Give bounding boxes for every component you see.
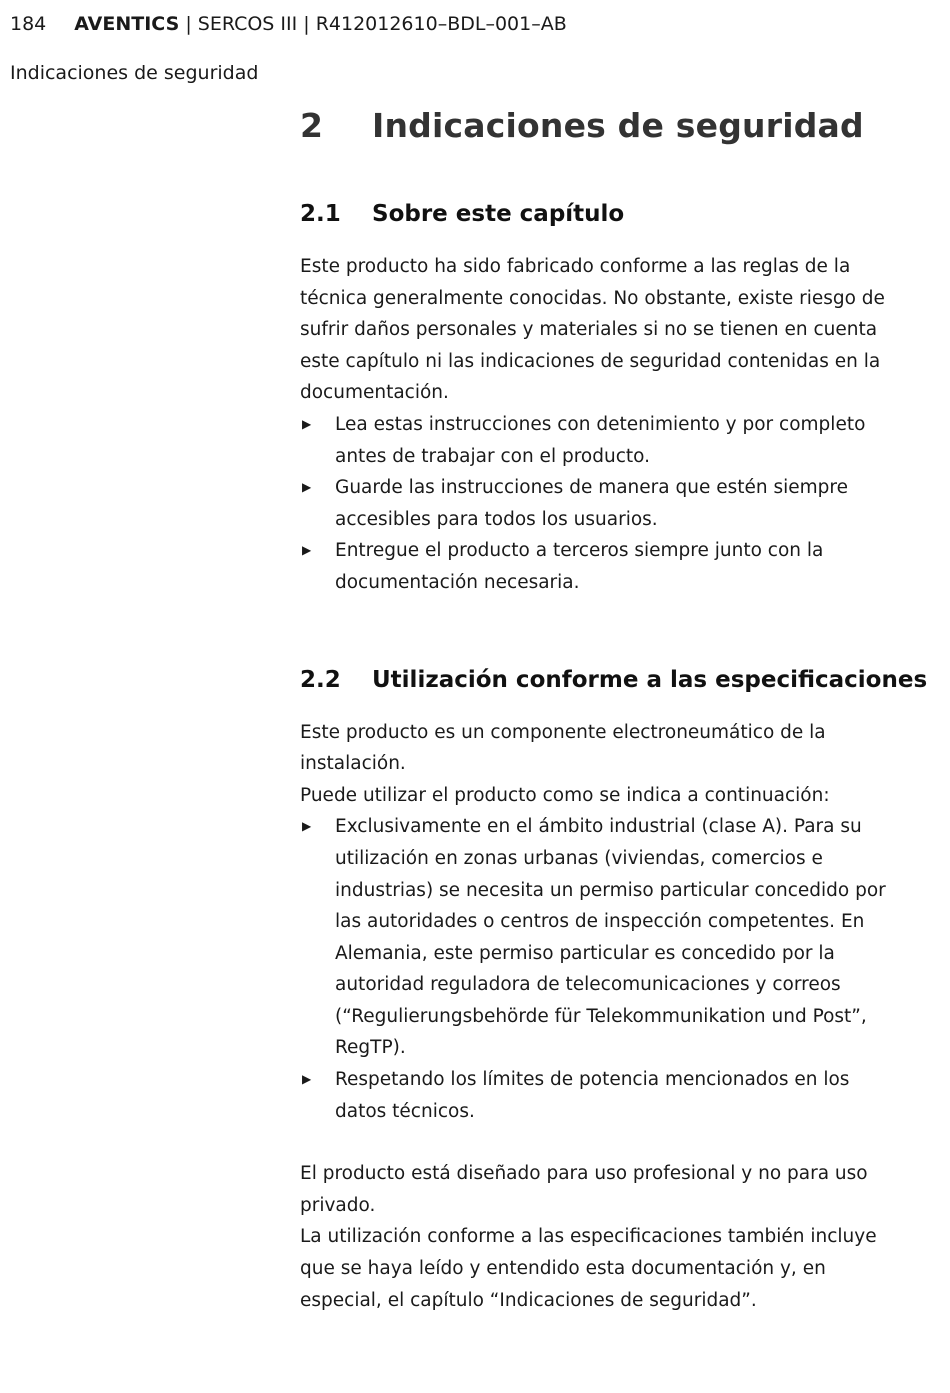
chapter-title: Indicaciones de seguridad [372, 106, 864, 145]
chapter-number: 2 [300, 106, 324, 145]
running-header [10, 12, 567, 36]
section-2-2-paragraph-4: La utilización conforme a las especificaciones también incluye que se haya leído y entendido esta documentación y, en especial, el capítulo “Indicaciones de seguridad”. [300, 1226, 877, 1311]
section-title: Utilización conforme a las especificaciones [372, 666, 928, 693]
list-item [300, 535, 890, 598]
bullet-arrow-icon: ▶ [302, 1072, 312, 1087]
list-item-text: Guarde las instrucciones de manera que estén siempre accesibles para todos los usuarios. [335, 477, 848, 530]
section-heading-2-2 [300, 665, 928, 695]
bullet-arrow-icon: ▶ [302, 543, 312, 558]
document-reference: | SERCOS III | R412012610–BDL–001–AB [179, 13, 567, 35]
list-item [300, 472, 890, 535]
main-content [300, 104, 928, 1316]
running-section-label: Indicaciones de seguridad [10, 62, 259, 84]
chapter-heading [300, 104, 890, 148]
section-number: 2.2 [300, 666, 341, 693]
list-item-text: Exclusivamente en el ámbito industrial (clase A). Para su utilización en zonas urbanas (viviendas, comercios e industrias) se necesita un permiso particular concedido por las autoridades o centros de inspección competentes. En Alemania, este permiso particular es concedido por la autoridad reguladora de telecomunicaciones y correos (“Regulierungsbehörde für Telekommunikation und Post”, RegTP). [335, 816, 886, 1059]
list-item-text: Respetando los límites de potencia mencionados en los datos técnicos. [335, 1069, 850, 1122]
section-2-2-paragraph-3: El producto está diseñado para uso profesional y no para uso privado. [300, 1163, 868, 1216]
section-heading-2-1 [300, 199, 890, 229]
section-2-2-paragraph-1: Este producto es un componente electroneumático de la instalación. [300, 721, 826, 775]
section-number: 2.1 [300, 201, 341, 227]
section-title: Sobre este capítulo [372, 201, 625, 227]
list-item-text: Entregue el producto a terceros siempre junto con la documentación necesaria. [335, 540, 824, 593]
bullet-arrow-icon: ▶ [302, 819, 312, 834]
brand-name: AVENTICS [74, 13, 180, 35]
bullet-arrow-icon: ▶ [302, 416, 312, 431]
list-item [300, 811, 890, 1064]
page-number: 184 [10, 13, 47, 35]
bullet-arrow-icon: ▶ [302, 480, 312, 495]
section-2-1-bullet-list [300, 409, 890, 599]
list-item [300, 409, 890, 472]
list-item [300, 1064, 890, 1127]
section-2-2-paragraph-2: Puede utilizar el producto como se indica a continuación: [300, 784, 830, 806]
section-2-2-bullet-list [300, 811, 890, 1127]
list-item-text: Lea estas instrucciones con detenimiento y por completo antes de trabajar con el producto. [335, 413, 866, 467]
section-2-1-paragraph: Este producto ha sido fabricado conforme a las reglas de la técnica generalmente conocidas. No obstante, existe riesgo de sufrir daños personales y materiales si no se tienen en cuenta este capítulo ni las indicaciones de seguridad contenidas en la documentación. [300, 256, 885, 404]
